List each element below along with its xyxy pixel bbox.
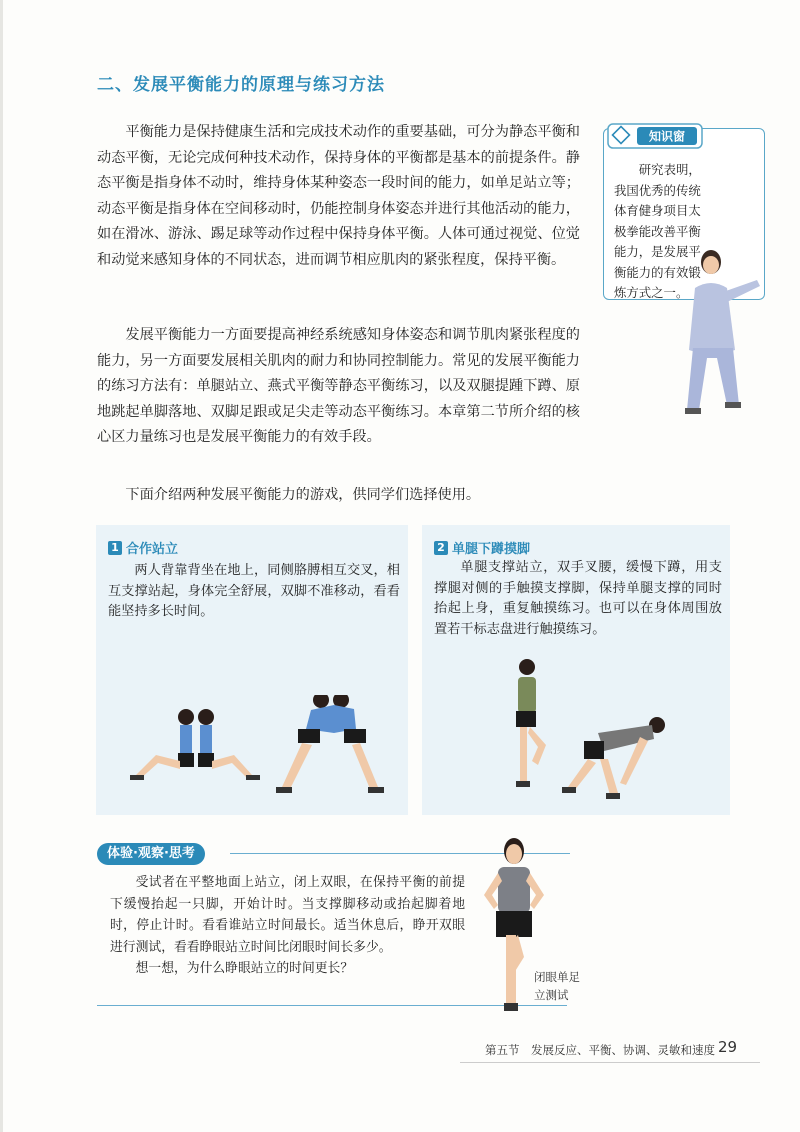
experience-label: 体验·观察·思考 [97, 843, 205, 865]
knowledge-window-title: 知识窗 [648, 129, 686, 144]
footer-rule [460, 1062, 760, 1063]
paragraph-2 [97, 323, 580, 451]
game-1-number: 1 [108, 541, 122, 555]
experience-text [110, 872, 465, 980]
caption-line-2: 立测试 [534, 988, 569, 1002]
game-1-title: 合作站立 [126, 542, 179, 557]
experience-paragraph-1: 受试者在平整地面上站立，闭上双眼，在保持平衡的前提下缓慢抬起一只脚，开始计时。当支撑脚移动或抬起脚着地时，停止计时。看看谁站立时间最长。适当休息后，睁开双眼进行测试，看看睁眼站立时间比闭眼时间长多少。 [110, 875, 465, 955]
illustration-caption [534, 968, 594, 1004]
caption-line-1: 闭眼单足 [534, 970, 580, 984]
page-number: 29 [718, 1038, 738, 1056]
paragraph-3-text: 下面介绍两种发展平衡能力的游戏，供同学们选择使用。 [125, 487, 481, 503]
experience-paragraph-2: 想一想，为什么睁眼站立的时间更长？ [135, 961, 354, 976]
paragraph-3 [97, 483, 580, 509]
paragraph-2-text: 发展平衡能力一方面要提高神经系统感知身体姿态和调节肌肉紧张程度的能力，另一方面要发展相关肌肉的耐力和协同控制能力。常见的发展平衡能力的练习方法有：单腿站立、燕式平衡等静态平衡练习，以及双腿提踵下蹲、原地跳起单脚落地、双脚足跟或足尖走等动态平衡练习。本章第二节所介绍的核心区力量练习也是发展平衡能力的有效手段。 [97, 327, 580, 446]
game-2-illustration [502, 655, 682, 815]
paragraph-1 [97, 120, 580, 274]
knowledge-window-label [607, 123, 703, 149]
paragraph-1-text: 平衡能力是保持健康生活和完成技术动作的重要基础，可分为静态平衡和动态平衡，无论完成何种技术动作，保持身体的平衡都是基本的前提条件。静态平衡是指身体不动时，维持身体某种姿态一段时间的能力，如单足站立等；动态平衡是指身体在空间移动时，仍能控制身体姿态并进行其他活动的能力，如在滑冰、游泳、踢足球等动作过程中保持身体平衡。人体可通过视觉、位觉和动觉来感知身体的不同状态，进而调节相应肌肉的紧张程度，保持平衡。 [97, 124, 580, 268]
knowledge-window-body: 研究表明，我国优秀的传统体育健身项目太极拳能改善平衡能力，是发展平衡能力的有效锻炼方式之一。 [614, 162, 701, 300]
game-1-illustration [106, 695, 406, 810]
section-title: 二、发展平衡能力的原理与练习方法 [97, 75, 385, 95]
page-edge [0, 0, 3, 1132]
game-1-body: 两人背靠背坐在地上，同侧胳膊相互交叉，相互支撑站起，身体完全舒展，双脚不准移动，看看能坚持多长时间。 [108, 563, 400, 619]
game-2-number: 2 [434, 541, 448, 555]
footer-section-title: 第五节 发展反应、平衡、协调、灵敏和速度 [485, 1043, 715, 1057]
game-2-title: 单腿下蹲摸脚 [452, 542, 531, 557]
game-1-panel [96, 525, 408, 815]
game-1-text [108, 561, 400, 623]
game-2-heading [434, 538, 530, 557]
taichi-figure-illustration [665, 240, 765, 420]
game-2-body: 单腿支撑站立，双手叉腰，缓慢下蹲，用支撑腿对侧的手触摸支撑脚，保持单腿支撑的同时抬起上身，重复触摸练习。也可以在身体周围放置若干标志盘进行触摸练习。 [434, 560, 722, 637]
game-1-heading [108, 538, 178, 557]
game-2-panel [422, 525, 730, 815]
game-2-text [434, 558, 722, 640]
